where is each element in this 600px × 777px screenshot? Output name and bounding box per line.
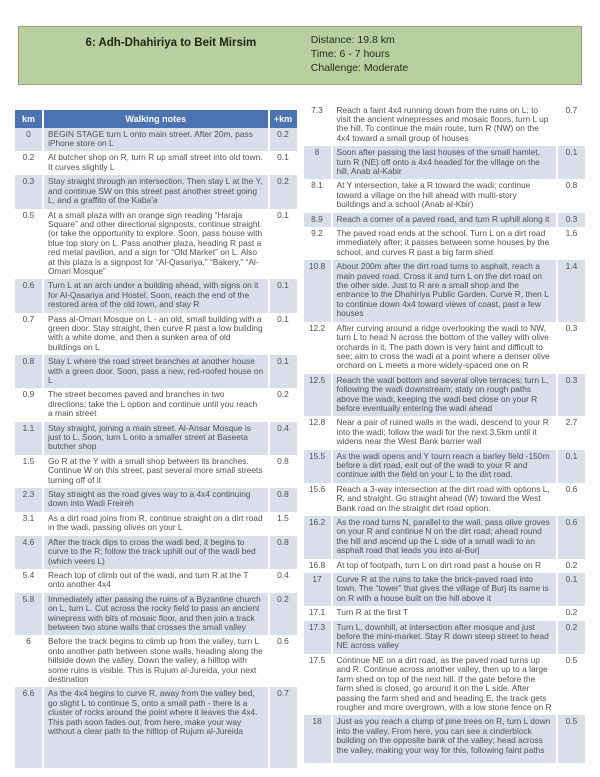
km-cell: 17.3 xyxy=(304,621,332,654)
note-cell: Go R at the Y with a small shop between its branches. Continue W on this street, past several more small streets turning off of it xyxy=(43,455,269,488)
plus-km-cell: 0.7 xyxy=(565,104,578,115)
table-row xyxy=(304,146,586,179)
note-cell: BEGIN STAGE turn L onto main street. After 20m, pass iPhone store on L xyxy=(43,128,269,152)
table-header xyxy=(15,110,297,128)
stage-stats xyxy=(311,34,408,76)
plus-km-cell: 0.1 xyxy=(565,147,578,158)
plus-km-cell: 0.8 xyxy=(277,455,289,466)
km-cell: 0.2 xyxy=(15,151,43,175)
note-cell: At a small plaza with an orange sign reading “Haraja Square” and other directional signposts, continue straight (or take the opportunity to explore. Soon, pass house with blue top story on L. Pass another plaza, heading R past a red metal pavilion, and a sign for “Old Market” on L. Also at this plaza is a signpost for “Al-Qasariya,” “Bakery,” “Al-Omari Mosque” xyxy=(43,209,269,280)
note-cell: Stay straight, joining a main street. Al-Ansar Mosque is just to L. Soon, turn L onto a smaller street at Baseeta butcher shop xyxy=(43,422,269,455)
note-cell: Turn L at an arch under a building ahead, with signs on it for Al-Qasariya and Hostel. Soon, reach the end of the restored area of the old town, and stay R xyxy=(43,279,269,312)
km-cell: 2.3 xyxy=(15,488,43,512)
table-row xyxy=(15,388,297,421)
km-cell: 10.8 xyxy=(304,260,332,321)
plus-km-cell: 0.5 xyxy=(565,716,578,727)
km-cell: 15.6 xyxy=(304,483,332,516)
note-cell: Stay straight as the road gives way to a 4x4 continuing down into Wadi Freireh xyxy=(43,488,269,512)
table-row xyxy=(304,227,586,260)
stage-banner xyxy=(18,26,582,85)
walking-notes-column-right xyxy=(304,104,586,763)
km-cell: 0.8 xyxy=(15,355,43,388)
table-row xyxy=(304,450,586,483)
stage-time: Time: 6 - 7 hours xyxy=(310,47,390,60)
walking-notes-column-header: Walking notes xyxy=(43,110,269,128)
km-cell: 17.5 xyxy=(304,654,332,715)
km-cell: 12.5 xyxy=(304,374,332,417)
note-cell: Stay L where the road street branches at another house with a green door. Soon, pass a new, red-roofed house on L xyxy=(43,355,269,388)
km-cell: 7.3 xyxy=(304,104,332,147)
table-row xyxy=(304,322,586,374)
plus-km-cell: 0.6 xyxy=(565,483,578,494)
plus-km-cell: 0.2 xyxy=(565,621,578,632)
note-cell: The street becomes paved and branches in two directions; take the L option and continue until you reach a main street xyxy=(43,388,269,421)
plus-km-cell: 0.1 xyxy=(565,450,578,461)
plus-km-cell: 1.6 xyxy=(565,228,578,239)
km-cell: 1.5 xyxy=(15,455,43,488)
note-cell: As the wadi opens and Y tourn reach a barley field -150m before a dirt road, exit out of the wadi to your R and continue with the field on your L to the dirt road. xyxy=(332,450,558,483)
table-row xyxy=(15,512,297,536)
table-row xyxy=(15,569,297,593)
table-row xyxy=(304,573,586,606)
km-cell: 0.7 xyxy=(15,313,43,356)
table-row xyxy=(15,128,297,152)
plus-km-cell: 0.1 xyxy=(277,209,289,220)
table-row xyxy=(15,455,297,488)
note-cell: At top of footpath, turn L on dirt road past a house on R xyxy=(332,559,558,573)
table-row xyxy=(304,374,586,417)
plus-km-cell: 0.2 xyxy=(565,607,578,618)
plus-km-cell: 0.2 xyxy=(565,559,578,570)
km-cell: 3.1 xyxy=(15,512,43,536)
km-cell: 4.6 xyxy=(15,536,43,569)
plus-km-cell: 2.7 xyxy=(565,417,578,428)
stage-distance: Distance: 19.8 km xyxy=(310,34,395,46)
note-cell: Pass al-Omari Mosque on L - an old, small building with a green door. Stay straight, then curve R past a low building with a white dome, and then a sunken area of old buildings on L xyxy=(43,313,269,356)
plus-km-cell: 0.2 xyxy=(277,128,289,139)
table-row xyxy=(304,260,586,321)
km-cell: 6.6 xyxy=(15,687,43,768)
plus-km-cell: 0.4 xyxy=(277,422,289,433)
plus-km-cell: 0.2 xyxy=(277,593,289,604)
km-cell: 6 xyxy=(15,635,43,687)
note-cell: Continue NE on a dirt road, as the paved road turns up and R. Continue across another valley, then up to a large farm shed on top of the next hill. If the gate before the farm shed is closed, go around it on the L side. After passing the farm shed and and heading E, the track gets rougher and more overgrown, with a low stone fence on R xyxy=(332,654,558,715)
plus-km-cell: 0.3 xyxy=(565,213,578,224)
plus-km-cell: 0.6 xyxy=(565,517,578,528)
table-row xyxy=(15,151,297,175)
note-cell: Reach a corner of a paved road, and turn R uphill along it xyxy=(332,213,558,227)
table-row xyxy=(15,422,297,455)
km-cell: 9.2 xyxy=(304,227,332,260)
note-cell: At butcher shop on R, turn R up small street into old town. It curves slightly L xyxy=(43,151,269,175)
km-cell: 16.8 xyxy=(304,559,332,573)
note-cell: Reach top of climb out of the wadi, and turn R at the T onto another 4x4 xyxy=(43,569,269,593)
note-cell: The paved road ends at the school. Turn L on a dirt road immediately after; it passes between some houses by the school, and curves R past a big farm shed xyxy=(332,227,558,260)
plus-km-cell: 0.1 xyxy=(277,152,289,163)
note-cell: Just as you reach a clump of pine trees on R, turn L down into the valley. From here, you can see a cinderblock building on the opposite bank of the valley; head across the valley, making your way for this, following faint paths xyxy=(332,715,558,763)
table-row xyxy=(304,416,586,449)
note-cell: Reach a 3-way intersection at the dirt road with options L, R, and straight. Go straight ahead (W) toward the West Bank road on the straight dirt road option. xyxy=(332,483,558,516)
table-row xyxy=(15,687,297,768)
note-cell: At Y intersection, take a R toward the wadi; continue toward a village on the hill ahead with multi-story buildings and a school (Anab al-Kbir) xyxy=(332,179,558,212)
table-row xyxy=(304,104,586,147)
plus-km-cell: 0.3 xyxy=(565,322,578,333)
plus-km-cell: 0.2 xyxy=(277,176,289,187)
plus-km-cell: 1.5 xyxy=(277,512,289,523)
note-cell: Stay straight through an intersection. Then stay L at the Y, and continue SW on this street past another street going L, and a graffito of the Kaba'a xyxy=(43,175,269,208)
plus-km-cell: 0.8 xyxy=(277,489,289,500)
plus-km-cell: 0.1 xyxy=(277,313,289,324)
table-row xyxy=(304,213,586,227)
note-cell: After the track dips to cross the wadi bed, it begins to curve to the R; follow the track uphill out of the wadi bed (which veers L) xyxy=(43,536,269,569)
km-cell: 5.4 xyxy=(15,569,43,593)
table-row xyxy=(15,175,297,208)
table-row xyxy=(15,593,297,636)
note-cell: Near a pair of ruined walls in the wadi, descend to your R into the wadi; follow the wadi for the next 3.5km until it widens near the West Bank barrier wall xyxy=(332,416,558,449)
note-cell: As the road turns N, parallel to the wall, pass olive groves on your R and continue N on the dirt road; ahead round the hill and ascend up the L side of a small wadi to an asphalt road that leads you into al-Burj xyxy=(332,516,558,559)
km-cell: 0.9 xyxy=(15,388,43,421)
plus-km-column-header: +km xyxy=(269,110,297,128)
km-cell: 8 xyxy=(304,146,332,179)
table-row xyxy=(15,279,297,312)
table-row xyxy=(15,488,297,512)
note-cell: Immediately after passing the ruins of a Byzantine church on L, turn L. Cut across the rocky field to pass an ancient winepress with bits of mosaic floor, and then join a track between two stone walls that crosses the small valley xyxy=(43,593,269,636)
table-header-row xyxy=(15,110,297,128)
note-cell: Reach the wadi bottom and several olive terraces; turn L, following the wadi downstream; staty on rough paths above the wadi, keeping the wadi bed close on your R before eventually entering the wadi ahead xyxy=(332,374,558,417)
km-cell: 17.1 xyxy=(304,606,332,620)
table-row xyxy=(304,559,586,573)
stage-challenge: Challenge: Moderate xyxy=(310,61,409,74)
km-cell: 12.8 xyxy=(304,416,332,449)
note-cell: Soon after passing the last houses of the small hamlet, turn R (NE) off onto a 4x4 headed for the village on the hill, Anab al-Kabir xyxy=(332,146,558,179)
plus-km-cell: 0.8 xyxy=(565,180,578,191)
table-row xyxy=(304,179,586,212)
km-cell: 18 xyxy=(304,715,332,763)
table-row xyxy=(304,516,586,559)
note-cell: As a dirt road joins from R, continue straight on a dirt road in the wadi, passing olives on your L xyxy=(43,512,269,536)
plus-km-cell: 0.5 xyxy=(565,654,578,665)
table-row xyxy=(304,621,586,654)
plus-km-cell: 0.6 xyxy=(277,636,289,647)
km-cell: 0 xyxy=(15,128,43,152)
km-cell: 0.3 xyxy=(15,175,43,208)
km-cell: 17 xyxy=(304,573,332,606)
table-row xyxy=(15,635,297,687)
km-cell: 5.8 xyxy=(15,593,43,636)
km-cell: 0.6 xyxy=(15,279,43,312)
plus-km-cell: 0.8 xyxy=(277,536,289,547)
plus-km-cell: 0.4 xyxy=(277,569,289,580)
table-row xyxy=(304,483,586,516)
note-cell: As the 4x4 begins to curve R, away from the valley bed, go slight L to continue S, onto a small path - there is a cluster of rocks around the point where it leaves the 4x4. This path soon fades out; from here, make your way without a clear path to the hilltop of Rujum al-Jureida xyxy=(43,687,269,768)
stage-title: 6: Adh-Dhahiriya to Beit Mirsim xyxy=(85,37,257,49)
km-cell: 15.5 xyxy=(304,450,332,483)
walking-notes-table-right xyxy=(304,104,586,763)
note-cell: Turn R at the first T xyxy=(332,606,558,620)
table-row xyxy=(304,606,586,620)
walking-notes-section xyxy=(15,104,585,769)
note-cell: Before the track begins to climb up from the valley, turn L onto another path between stone walls, heading along the hillside down the valley. Down the valley, a hilltop with some ruins is visible. This is Rujum al-Jureida, your next destination xyxy=(43,635,269,687)
note-cell: After curving around a ridge overlooking the wadi to NW, turn L to head N across the bottom of the valley with olive orchards in it. The path down is very faint and difficult to see; aim to cross the wadi at a point where a denser olive orchard on L meets a more widely-spaced one on R xyxy=(332,322,558,374)
note-cell: Reach a faint 4x4 running down from the ruins on L; to visit the ancient winepresses and mosaic floors, turn L up the hill. To continue the main route, turn R (NW) on the 4x4 toward a small group of houses xyxy=(332,104,558,147)
table-row xyxy=(15,536,297,569)
plus-km-cell: 0.1 xyxy=(277,356,289,367)
note-cell: Turn L, downhill, at intersection after mosque and just before the mini-market. Stay R down steep street to head NE across valley xyxy=(332,621,558,654)
km-column-header: km xyxy=(15,110,43,128)
km-cell: 12.2 xyxy=(304,322,332,374)
plus-km-cell: 0.3 xyxy=(565,374,578,385)
km-cell: 8.9 xyxy=(304,213,332,227)
plus-km-cell: 0.7 xyxy=(277,688,289,699)
table-row xyxy=(15,355,297,388)
km-cell: 8.1 xyxy=(304,179,332,212)
walking-notes-column-left xyxy=(15,110,297,769)
plus-km-cell: 1.4 xyxy=(565,261,578,272)
note-cell: Curve R at the ruins to take the brick-paved road into town. The “tower” that gives the village of Burj its name is on R with a house built on the hill above it xyxy=(332,573,558,606)
table-row xyxy=(304,654,586,715)
note-cell: About 200m after the dirt road turns to asphalt, reach a main paved road. Cross it and turn L on the dirt road on the other side. Just to R are a small shop and the entrance to the Dhahiriya Public Garden. Curve R, then L to continue down 4x4 toward views of coast, past a few houses xyxy=(332,260,558,321)
plus-km-cell: 0.2 xyxy=(277,389,289,400)
table-row xyxy=(15,209,297,280)
plus-km-cell: 0.1 xyxy=(565,574,578,585)
table-row xyxy=(15,313,297,356)
plus-km-cell: 0.1 xyxy=(277,280,289,291)
km-cell: 1.1 xyxy=(15,422,43,455)
km-cell: 16.2 xyxy=(304,516,332,559)
km-cell: 0.5 xyxy=(15,209,43,280)
walking-notes-table-left xyxy=(15,110,297,769)
table-row xyxy=(304,715,586,763)
